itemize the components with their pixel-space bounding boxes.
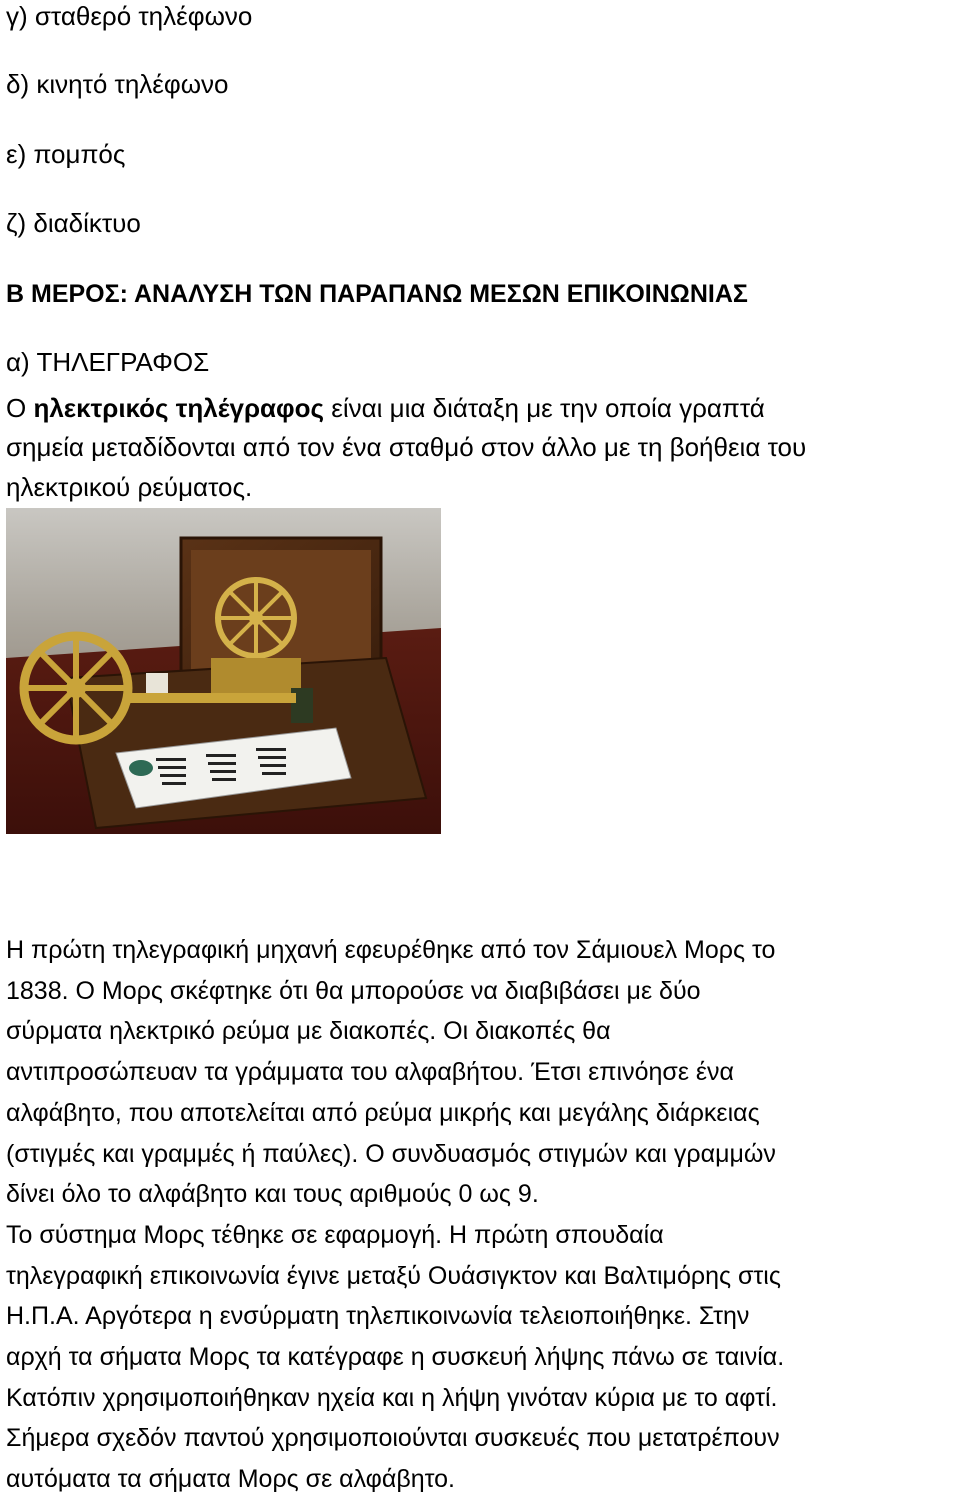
- body-line: Η.Π.Α. Αργότερα η ενσύρματη τηλεπικοινωνία τελειοποιήθηκε. Στην: [6, 1302, 750, 1331]
- intro-line-3: ηλεκτρικού ρεύματος.: [6, 472, 253, 502]
- body-line: Κατόπιν χρησιμοποιήθηκαν ηχεία και η λήψη γινόταν κύρια με το αφτί.: [6, 1383, 778, 1412]
- body-line: Το σύστημα Μορς τέθηκε σε εφαρμογή. Η πρώτη σπουδαία: [6, 1220, 664, 1249]
- list-item-internet: ζ) διαδίκτυο: [6, 208, 141, 238]
- intro-line-1: [6, 392, 765, 424]
- body-line: αυτόματα τα σήματα Μορς σε αλφάβητο.: [6, 1465, 455, 1494]
- body-line: Η πρώτη τηλεγραφική μηχανή εφευρέθηκε από τον Σάμιουελ Μορς το: [6, 936, 776, 964]
- body-line: 1838. Ο Μορς σκέφτηκε ότι θα μπορούσε να διαβιβάσει με δύο: [6, 976, 701, 1005]
- body-line: αντιπροσώπευαν τα γράμματα του αλφαβήτου. Έτσι επινόησε ένα: [6, 1058, 735, 1087]
- body-line: Σήμερα σχεδόν παντού χρησιμοποιούνται συσκευές που μετατρέπουν: [6, 1424, 780, 1453]
- intro-text-start: Ο: [6, 393, 34, 423]
- body-line: (στιγμές και γραμμές ή παύλες). Ο συνδυασμός στιγμών και γραμμών: [6, 1139, 776, 1168]
- body-line: δίνει όλο το αλφάβητο και τους αριθμούς 0 ως 9.: [6, 1180, 539, 1209]
- telegraph-history-paragraph: [6, 930, 958, 1500]
- subsection-title: α) ΤΗΛΕΓΡΑΦΟΣ: [6, 347, 210, 377]
- list-item-fixed-phone: γ) σταθερό τηλέφωνο: [6, 1, 253, 31]
- telegraph-machine-photo: [6, 508, 441, 834]
- section-heading: Β ΜΕΡΟΣ: ΑΝΑΛΥΣΗ ΤΩΝ ΠΑΡΑΠΑΝΩ ΜΕΣΩΝ ΕΠΙΚΟΙΝΩΝΙΑΣ: [6, 280, 748, 308]
- body-line: τηλεγραφική επικοινωνία έγινε μεταξύ Ουάσιγκτον και Βαλτιμόρης στις: [6, 1261, 781, 1290]
- body-line: σύρματα ηλεκτρικό ρεύμα με διακοπές. Οι διακοπές θα: [6, 1017, 611, 1046]
- body-line: αλφάβητο, που αποτελείται από ρεύμα μικρής και μεγάλης διάρκειας: [6, 1098, 760, 1127]
- list-item-mobile-phone: δ) κινητό τηλέφωνο: [6, 69, 229, 99]
- intro-bold-term: ηλεκτρικός τηλέγραφος: [33, 393, 325, 423]
- intro-line-2: σημεία μεταδίδονται από τον ένα σταθμό στον άλλο με τη βοήθεια του: [6, 432, 807, 462]
- intro-text-end: είναι μια διάταξη με την οποία γραπτά: [324, 393, 765, 423]
- body-line: αρχή τα σήματα Μορς τα κατέγραφε η συσκευή λήψης πάνω σε ταινία.: [6, 1343, 785, 1372]
- list-item-transmitter: ε) πομπός: [6, 139, 126, 169]
